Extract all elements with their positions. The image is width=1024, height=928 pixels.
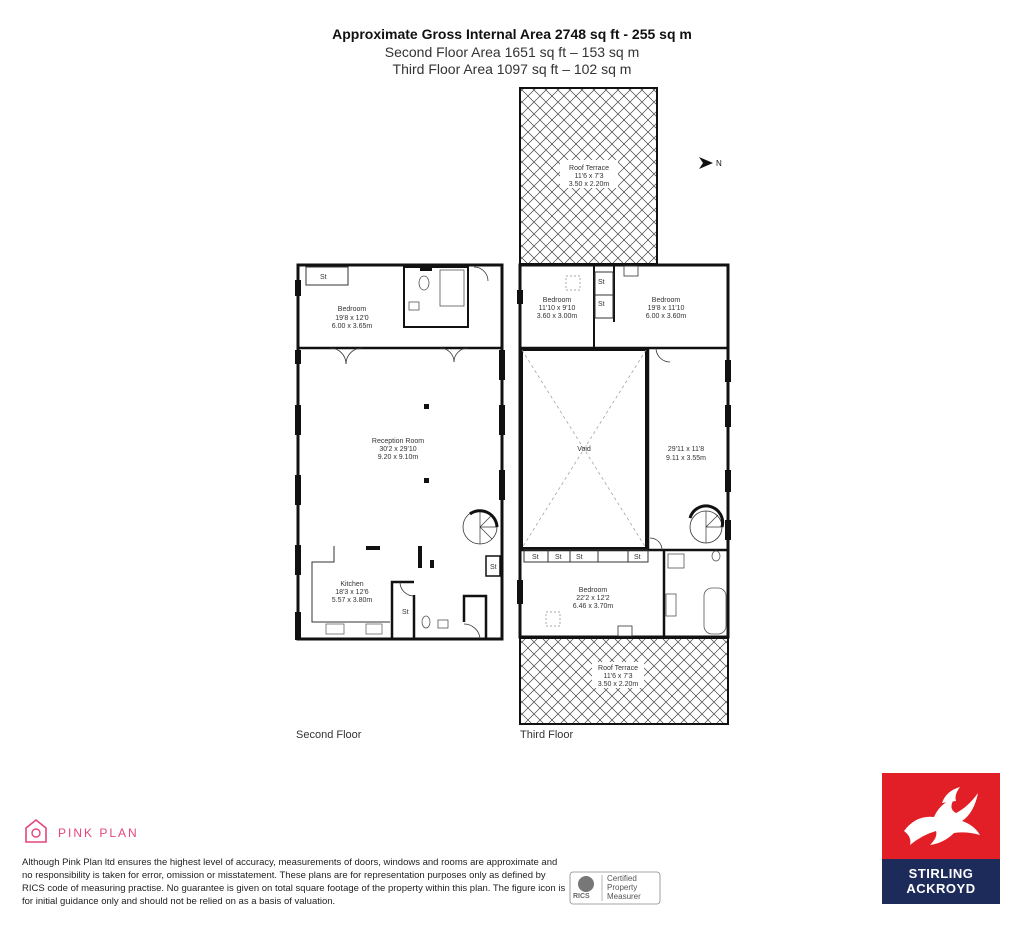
- storage-label: St: [490, 564, 497, 571]
- sink-icon: [438, 620, 448, 628]
- bedroom-small-name: Bedroom: [542, 297, 572, 304]
- sink-icon: [409, 302, 419, 310]
- roof-terrace-top-metric: 3.50 x 2.20m: [568, 181, 610, 188]
- storage-label: St: [598, 279, 605, 286]
- wardrobes: [524, 550, 648, 562]
- rics-certified-text: [607, 874, 641, 901]
- void-label: Void: [577, 446, 591, 453]
- storage-label: St: [555, 554, 562, 561]
- room-right-imperial: 29'11 x 11'8: [667, 446, 705, 453]
- bedroom-small-metric: 3.60 x 3.00m: [536, 313, 578, 320]
- kitchen-size-imperial: 18'3 x 12'6: [335, 589, 369, 596]
- rics-line-1: Certified: [607, 874, 637, 883]
- room-right-metric: 9.11 x 3.55m: [666, 455, 706, 462]
- second-floor-plan: [295, 265, 505, 640]
- gross-area-title: Approximate Gross Internal Area 2748 sq ft - 255 sq m: [332, 26, 692, 42]
- north-arrow-icon: [699, 157, 722, 169]
- storage-label: St: [532, 554, 539, 561]
- storage-cupboard: [306, 267, 348, 285]
- agent-wordmark-line2: ACKROYD: [906, 881, 976, 896]
- rics-word: RICS: [573, 893, 590, 900]
- storage-label: St: [402, 609, 409, 616]
- second-floor-label: Second Floor: [296, 729, 362, 741]
- toilet-icon: [712, 551, 720, 561]
- third-floor-label: Third Floor: [520, 729, 574, 741]
- pink-plan-brand: PINK PLAN: [58, 826, 139, 840]
- shower-tray: [668, 554, 684, 568]
- kitchen-sink-icon: [366, 624, 382, 634]
- bedroom-right-imperial: 19'8 x 11'10: [647, 305, 685, 312]
- disclaimer-text: Although Pink Plan ltd ensures the highest level of accuracy, measurements of doors, windows and rooms are approximate and no responsibility is taken for error, omission or misstatement. These plans are for representation purposes only as defined by RICS code of measuring practise. No guarantee is given on total square footage of the property within this plan. The figure icon is for initial guidance only and should not be relied on as a basis of valuation.: [22, 857, 566, 907]
- third-floor-plan: [517, 88, 731, 724]
- reception-name: Reception Room: [371, 438, 425, 445]
- storage-label: St: [576, 554, 583, 561]
- spiral-staircase: [690, 506, 723, 543]
- rics-line-2: Property: [607, 883, 638, 892]
- griffin-emblem: [882, 773, 1000, 859]
- bedroom-bottom-imperial: 22'2 x 12'2: [576, 595, 610, 602]
- bedroom-small-imperial: 11'10 x 9'10: [538, 305, 576, 312]
- kitchen-size-metric: 5.57 x 3.80m: [331, 597, 373, 604]
- bedroom-bottom-metric: 6.46 x 3.70m: [572, 603, 614, 610]
- kitchen-name: Kitchen: [340, 581, 364, 588]
- bedroom-right-name: Bedroom: [651, 297, 681, 304]
- storage-label: St: [634, 554, 641, 561]
- roof-terrace-top-name: Roof Terrace: [569, 165, 609, 172]
- agent-wordmark-line1: STIRLING: [908, 866, 974, 881]
- hob-icon: [326, 624, 344, 634]
- bedroom-size-metric: 6.00 x 3.65m: [331, 323, 373, 330]
- storage-label: St: [598, 301, 605, 308]
- sink-icon: [666, 594, 676, 616]
- shower-tray: [440, 270, 464, 306]
- bedroom-bottom-name: Bedroom: [578, 587, 608, 594]
- griffin-icon: [882, 773, 1000, 859]
- bedroom-size-imperial: 19'8 x 12'0: [335, 315, 369, 322]
- roof-terrace-bottom-name: Roof Terrace: [598, 665, 638, 672]
- toilet-icon: [419, 276, 429, 290]
- pink-plan-logo-icon: [26, 820, 46, 842]
- bedroom-name: Bedroom: [337, 306, 367, 313]
- door-swing: [330, 348, 346, 364]
- agent-wordmark: [882, 859, 1000, 904]
- reception-size-metric: 9.20 x 9.10m: [377, 454, 419, 461]
- north-label: N: [716, 159, 722, 168]
- second-floor-area: Second Floor Area 1651 sq ft – 153 sq m: [384, 44, 640, 60]
- bedroom-right-metric: 6.00 x 3.60m: [645, 313, 687, 320]
- rics-line-3: Measurer: [607, 892, 641, 901]
- stirling-ackroyd-logo: [882, 773, 1000, 904]
- roof-terrace-bottom-imperial: 11'6 x 7'3: [603, 673, 633, 680]
- ensuite-bathroom: [404, 267, 468, 327]
- third-floor-area: Third Floor Area 1097 sq ft – 102 sq m: [392, 61, 632, 77]
- roof-terrace-bottom-metric: 3.50 x 2.20m: [597, 681, 639, 688]
- spiral-staircase: [463, 510, 497, 544]
- toilet-icon: [422, 616, 430, 628]
- roof-terrace-top-imperial: 11'6 x 7'3: [574, 173, 604, 180]
- reception-size-imperial: 30'2 x 29'10: [379, 446, 417, 453]
- bath-icon: [704, 588, 726, 634]
- storage-label: St: [320, 274, 327, 281]
